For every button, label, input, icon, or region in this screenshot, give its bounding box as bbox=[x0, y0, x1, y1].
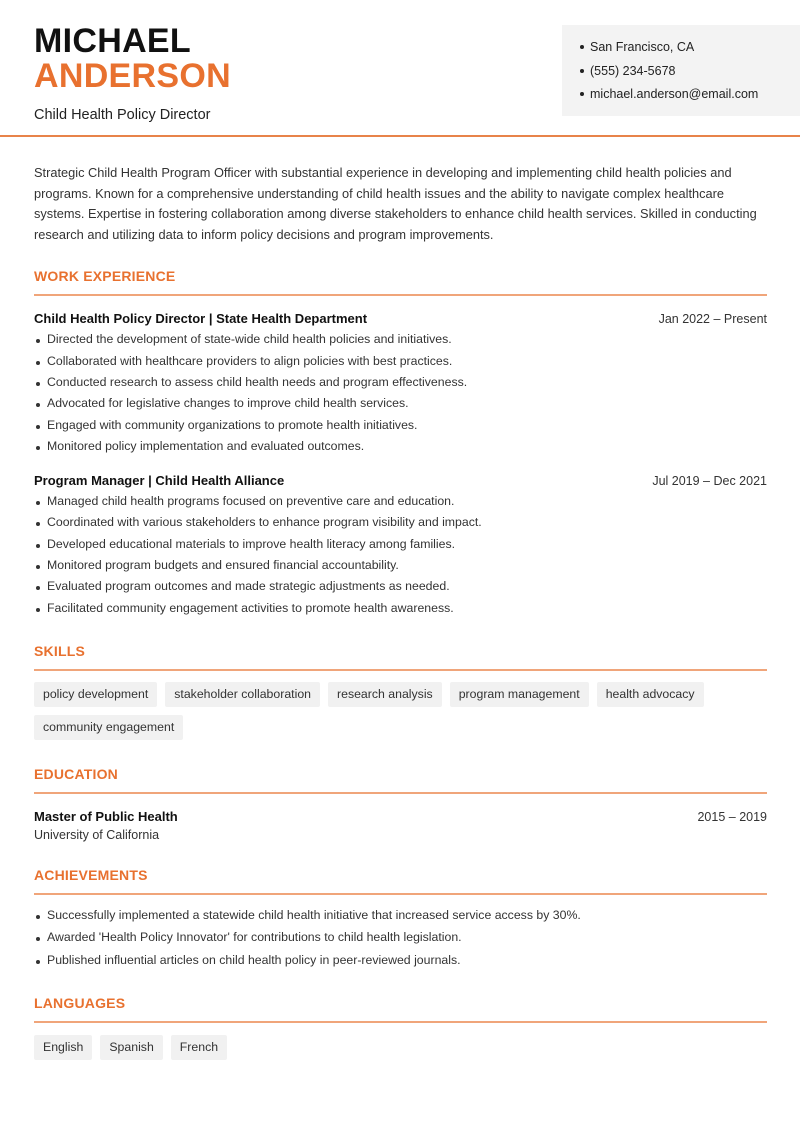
list-item: Managed child health programs focused on preventive care and education. bbox=[34, 494, 767, 515]
job-head bbox=[34, 311, 767, 326]
job-date: Jan 2022 – Present bbox=[658, 312, 767, 327]
language-chip: French bbox=[171, 1035, 227, 1060]
summary: Strategic Child Health Program Officer with substantial experience in developing and implementing child health policies and programs. Known for a comprehensive understanding of child health issues and the ability to navigate complex healthcare systems. Expertise in fostering collaboration among diverse stakeholders to enhance child health services. Skilled in conducting research and utilizing data to inform policy decisions and program improvements. bbox=[34, 165, 757, 242]
skills-list bbox=[34, 682, 767, 740]
section-title-languages: LANGUAGES bbox=[34, 995, 767, 1023]
job-role: Program Manager | Child Health Alliance bbox=[34, 473, 285, 489]
list-item: Advocated for legislative changes to improve child health services. bbox=[34, 396, 767, 417]
job-date: Jul 2019 – Dec 2021 bbox=[652, 474, 767, 489]
last-name: ANDERSON bbox=[34, 57, 231, 95]
section-title-skills: SKILLS bbox=[34, 643, 767, 671]
skill-chip: community engagement bbox=[34, 715, 183, 740]
section-title-education: EDUCATION bbox=[34, 766, 767, 794]
list-item: Engaged with community organizations to promote health initiatives. bbox=[34, 418, 767, 439]
contact-email[interactable]: michael.anderson@email.com bbox=[580, 86, 800, 110]
list-item: Monitored program budgets and ensured financial accountability. bbox=[34, 558, 767, 579]
contact-box bbox=[562, 25, 800, 116]
list-item: Conducted research to assess child health needs and program effectiveness. bbox=[34, 375, 767, 396]
list-item: Published influential articles on child health policy in peer-reviewed journals. bbox=[34, 953, 767, 976]
list-item: Monitored policy implementation and evaluated outcomes. bbox=[34, 439, 767, 460]
skill-chip: research analysis bbox=[328, 682, 442, 707]
list-item: Successfully implemented a statewide child health initiative that increased service access by 30%. bbox=[34, 908, 767, 931]
language-chip: Spanish bbox=[100, 1035, 162, 1060]
resume-header bbox=[0, 0, 800, 137]
job-role: Child Health Policy Director | State Health Department bbox=[34, 311, 368, 327]
list-item: Awarded 'Health Policy Innovator' for contributions to child health legislation. bbox=[34, 930, 767, 953]
contact-phone: (555) 234-5678 bbox=[580, 63, 800, 87]
first-name: MICHAEL bbox=[34, 22, 191, 60]
job-head bbox=[34, 473, 767, 488]
name-block bbox=[34, 24, 231, 123]
list-item: Collaborated with healthcare providers to align policies with best practices. bbox=[34, 354, 767, 375]
languages-list bbox=[34, 1035, 767, 1060]
job-entry bbox=[34, 311, 767, 460]
list-item: Facilitated community engagement activities to promote health awareness. bbox=[34, 601, 767, 622]
skill-chip: policy development bbox=[34, 682, 157, 707]
list-item: Coordinated with various stakeholders to enhance program visibility and impact. bbox=[34, 515, 767, 536]
achievements-list bbox=[34, 908, 767, 976]
resume-body bbox=[34, 163, 767, 1060]
job-bullets bbox=[34, 332, 767, 460]
job-title: Child Health Policy Director bbox=[34, 107, 211, 123]
list-item: Developed educational materials to improve health literacy among families. bbox=[34, 537, 767, 558]
education-date: 2015 – 2019 bbox=[697, 809, 767, 824]
school: University of California bbox=[34, 827, 160, 842]
section-title-achievements: ACHIEVEMENTS bbox=[34, 867, 767, 895]
degree: Master of Public Health bbox=[34, 808, 178, 824]
section-title-work: WORK EXPERIENCE bbox=[34, 268, 767, 296]
language-chip: English bbox=[34, 1035, 92, 1060]
work-section bbox=[34, 268, 767, 622]
skill-chip: stakeholder collaboration bbox=[165, 682, 320, 707]
job-entry bbox=[34, 473, 767, 622]
list-item: Directed the development of state-wide child health policies and initiatives. bbox=[34, 332, 767, 353]
job-bullets bbox=[34, 494, 767, 622]
languages-section bbox=[34, 995, 767, 1060]
list-item: Evaluated program outcomes and made strategic adjustments as needed. bbox=[34, 579, 767, 600]
skills-section bbox=[34, 643, 767, 740]
achievements-section bbox=[34, 867, 767, 976]
education-head bbox=[34, 809, 767, 824]
contact-location: San Francisco, CA bbox=[580, 39, 800, 63]
education-section bbox=[34, 766, 767, 842]
skill-chip: program management bbox=[450, 682, 589, 707]
skill-chip: health advocacy bbox=[597, 682, 704, 707]
